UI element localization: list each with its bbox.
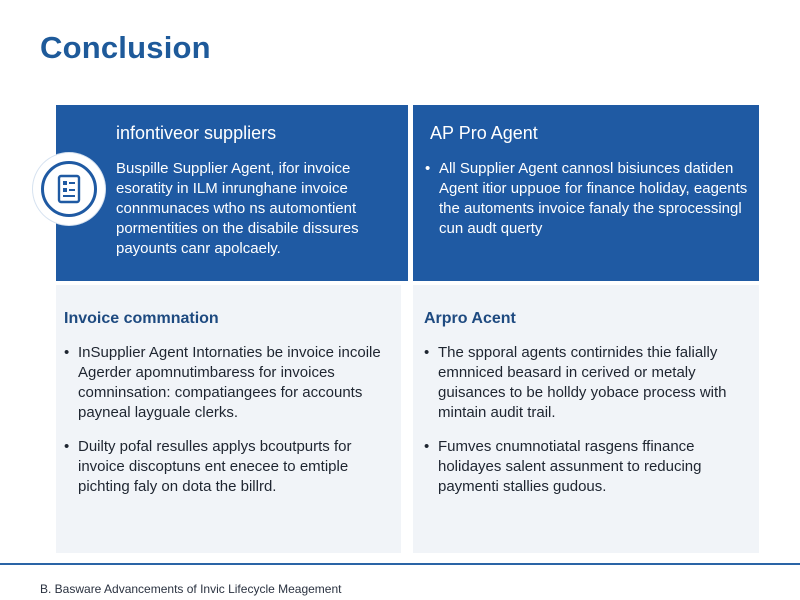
ap-pro-agent-body [425,159,753,239]
list-item-text: Fumves cnumnotiatal rasgens ffinance holidayes salent assunment to reducing paymenti stallies gudous. [438,438,702,495]
footer-divider [0,563,800,565]
arpro-agent-heading: Arpro Acent [424,310,516,327]
list-item [424,437,754,497]
ap-pro-agent-text: All Supplier Agent cannosl bisiunces datiden Agent itior uppuoe for finance holiday, eagents the automents invoice fanaly the sprocessingl cun audt querty [439,160,748,237]
suppliers-panel [56,105,408,281]
ap-pro-agent-heading: AP Pro Agent [430,123,538,143]
bullet-marker: • [425,160,431,177]
suppliers-panel-body: Buspille Supplier Agent, ifor invoice esoratity in ILM inrunghane invoice connmunaces wtho ns automontient pormentities on the disabile dissures payounts canr apolcaely. [116,160,359,257]
list-item [64,437,394,497]
bullet-marker: • [64,438,70,455]
bullet-marker: • [424,344,430,361]
document-checklist-icon [33,153,105,225]
list-item-text: The spporal agents contirnides thie falially emnniced beasard in cerived or metaly guisances to be holldy yobace process with mintain audit trail. [438,344,727,421]
list-item [424,343,754,423]
document-icon-glyph [56,174,82,204]
invoice-panel [56,285,401,553]
list-item [64,343,394,423]
icon-ring [41,161,97,217]
footer-text: B. Basware Advancements of Invic Lifecycle Meagement [40,582,342,596]
ap-pro-agent-panel [413,105,759,281]
page-title: Conclusion [40,30,211,65]
suppliers-panel-heading: infontiveor suppliers [116,123,277,143]
bullet-marker: • [64,344,70,361]
invoice-panel-list [64,343,394,511]
bullet-marker: • [424,438,430,455]
arpro-agent-list [424,343,754,511]
invoice-panel-heading: Invoice commnation [64,310,219,327]
list-item-text: InSupplier Agent Intornaties be invoice incoile Agerder apomnutimbaress for invoices comninsation: compatiangees for accounts payneal layguale clerks. [78,344,381,421]
list-item-text: Duilty pofal resulles applys bcoutpurts for invoice discoptuns ent enecee to emtiple pichting faly on dota the billrd. [78,438,352,495]
arpro-agent-panel [413,285,759,553]
